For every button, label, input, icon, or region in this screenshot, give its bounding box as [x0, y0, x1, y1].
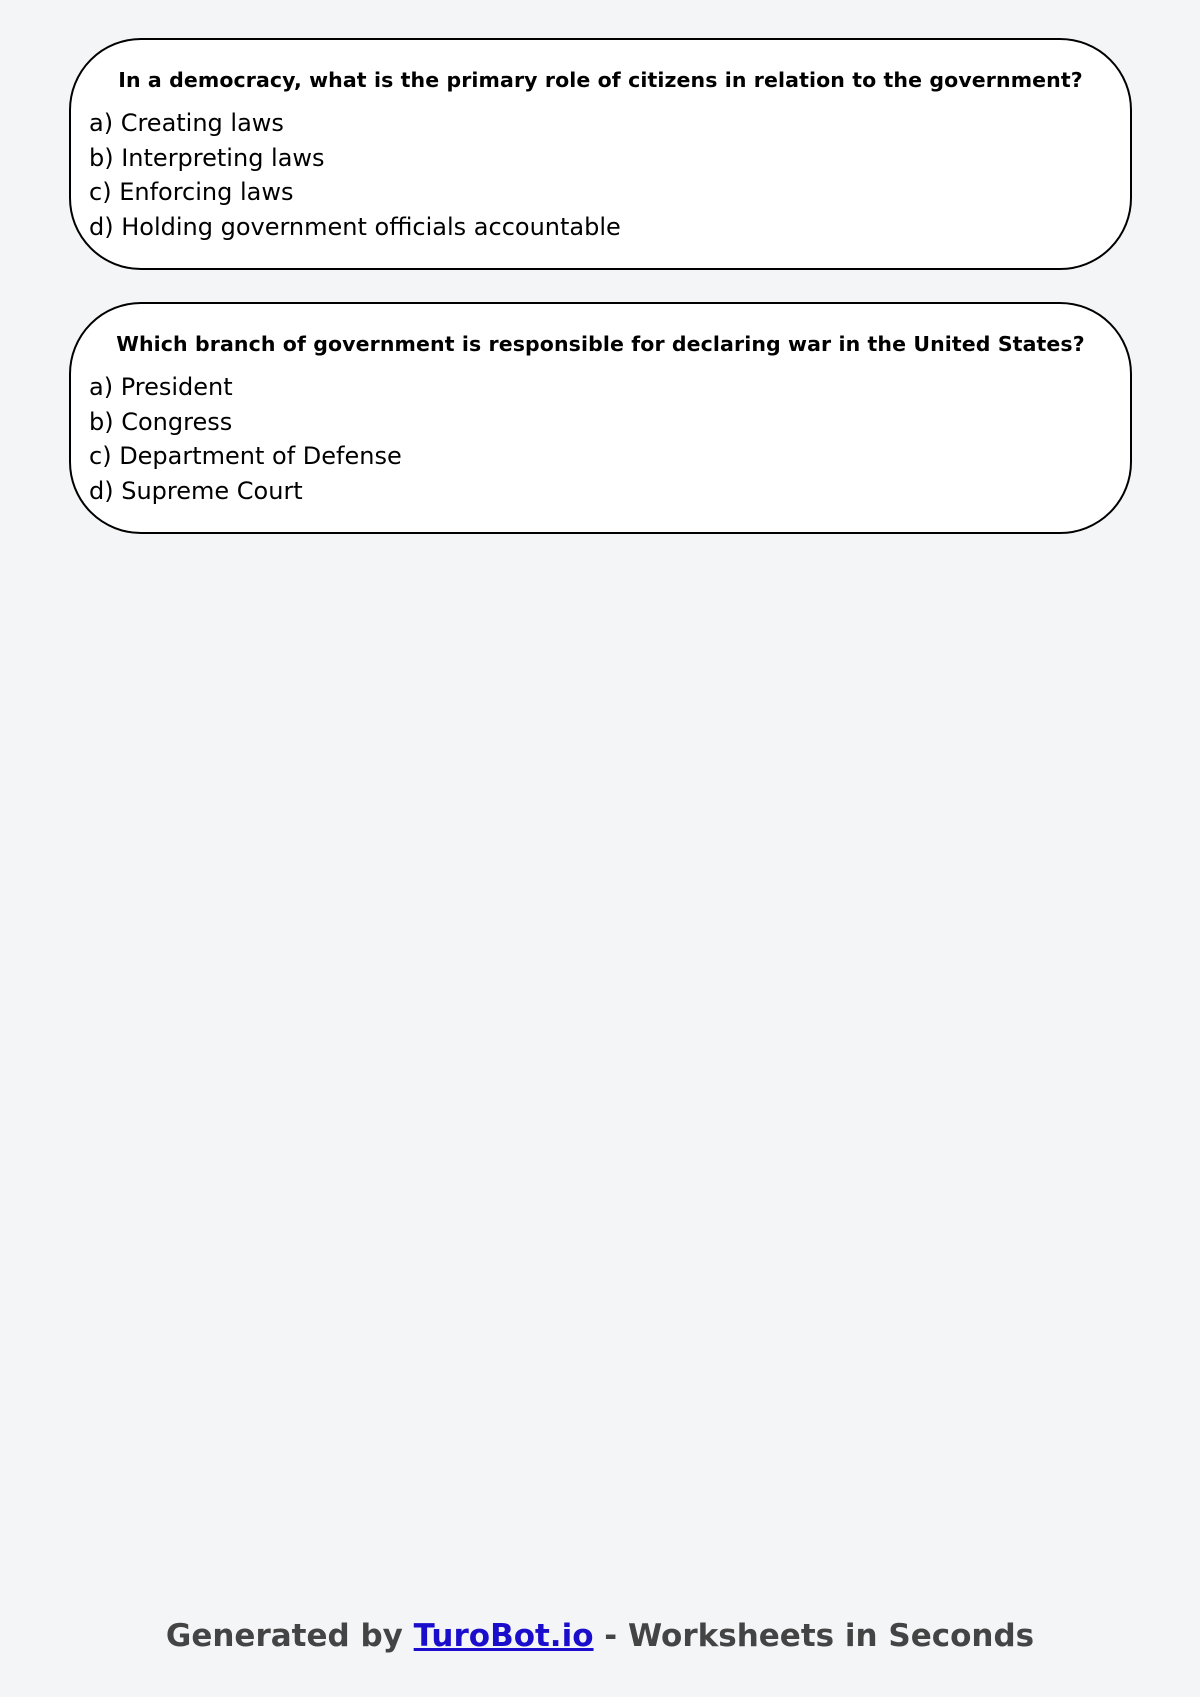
question-card-1 [69, 38, 1132, 270]
answer-option-c: c) Enforcing laws [89, 178, 294, 206]
answer-option-d: d) Holding government officials accountable [89, 212, 621, 241]
question-card-2 [69, 302, 1132, 534]
question-text: Which branch of government is responsible for declaring war in the United States? [116, 332, 1085, 356]
turobot-link[interactable]: TuroBot.io [413, 1618, 594, 1654]
footer-suffix: - Worksheets in Seconds [593, 1618, 1035, 1654]
question-list [69, 38, 1132, 566]
footer [0, 1618, 1200, 1654]
answer-option-a: a) Creating laws [89, 109, 284, 137]
answer-option-c: c) Department of Defense [89, 442, 402, 470]
answer-option-d: d) Supreme Court [89, 476, 303, 505]
answer-option-a: a) President [89, 373, 233, 401]
answer-options [89, 370, 1130, 508]
answer-options [89, 106, 1130, 244]
question-text: In a democracy, what is the primary role of citizens in relation to the government? [118, 68, 1083, 92]
footer-prefix: Generated by [165, 1618, 414, 1654]
answer-option-b: b) Interpreting laws [89, 143, 325, 172]
answer-option-b: b) Congress [89, 407, 233, 436]
